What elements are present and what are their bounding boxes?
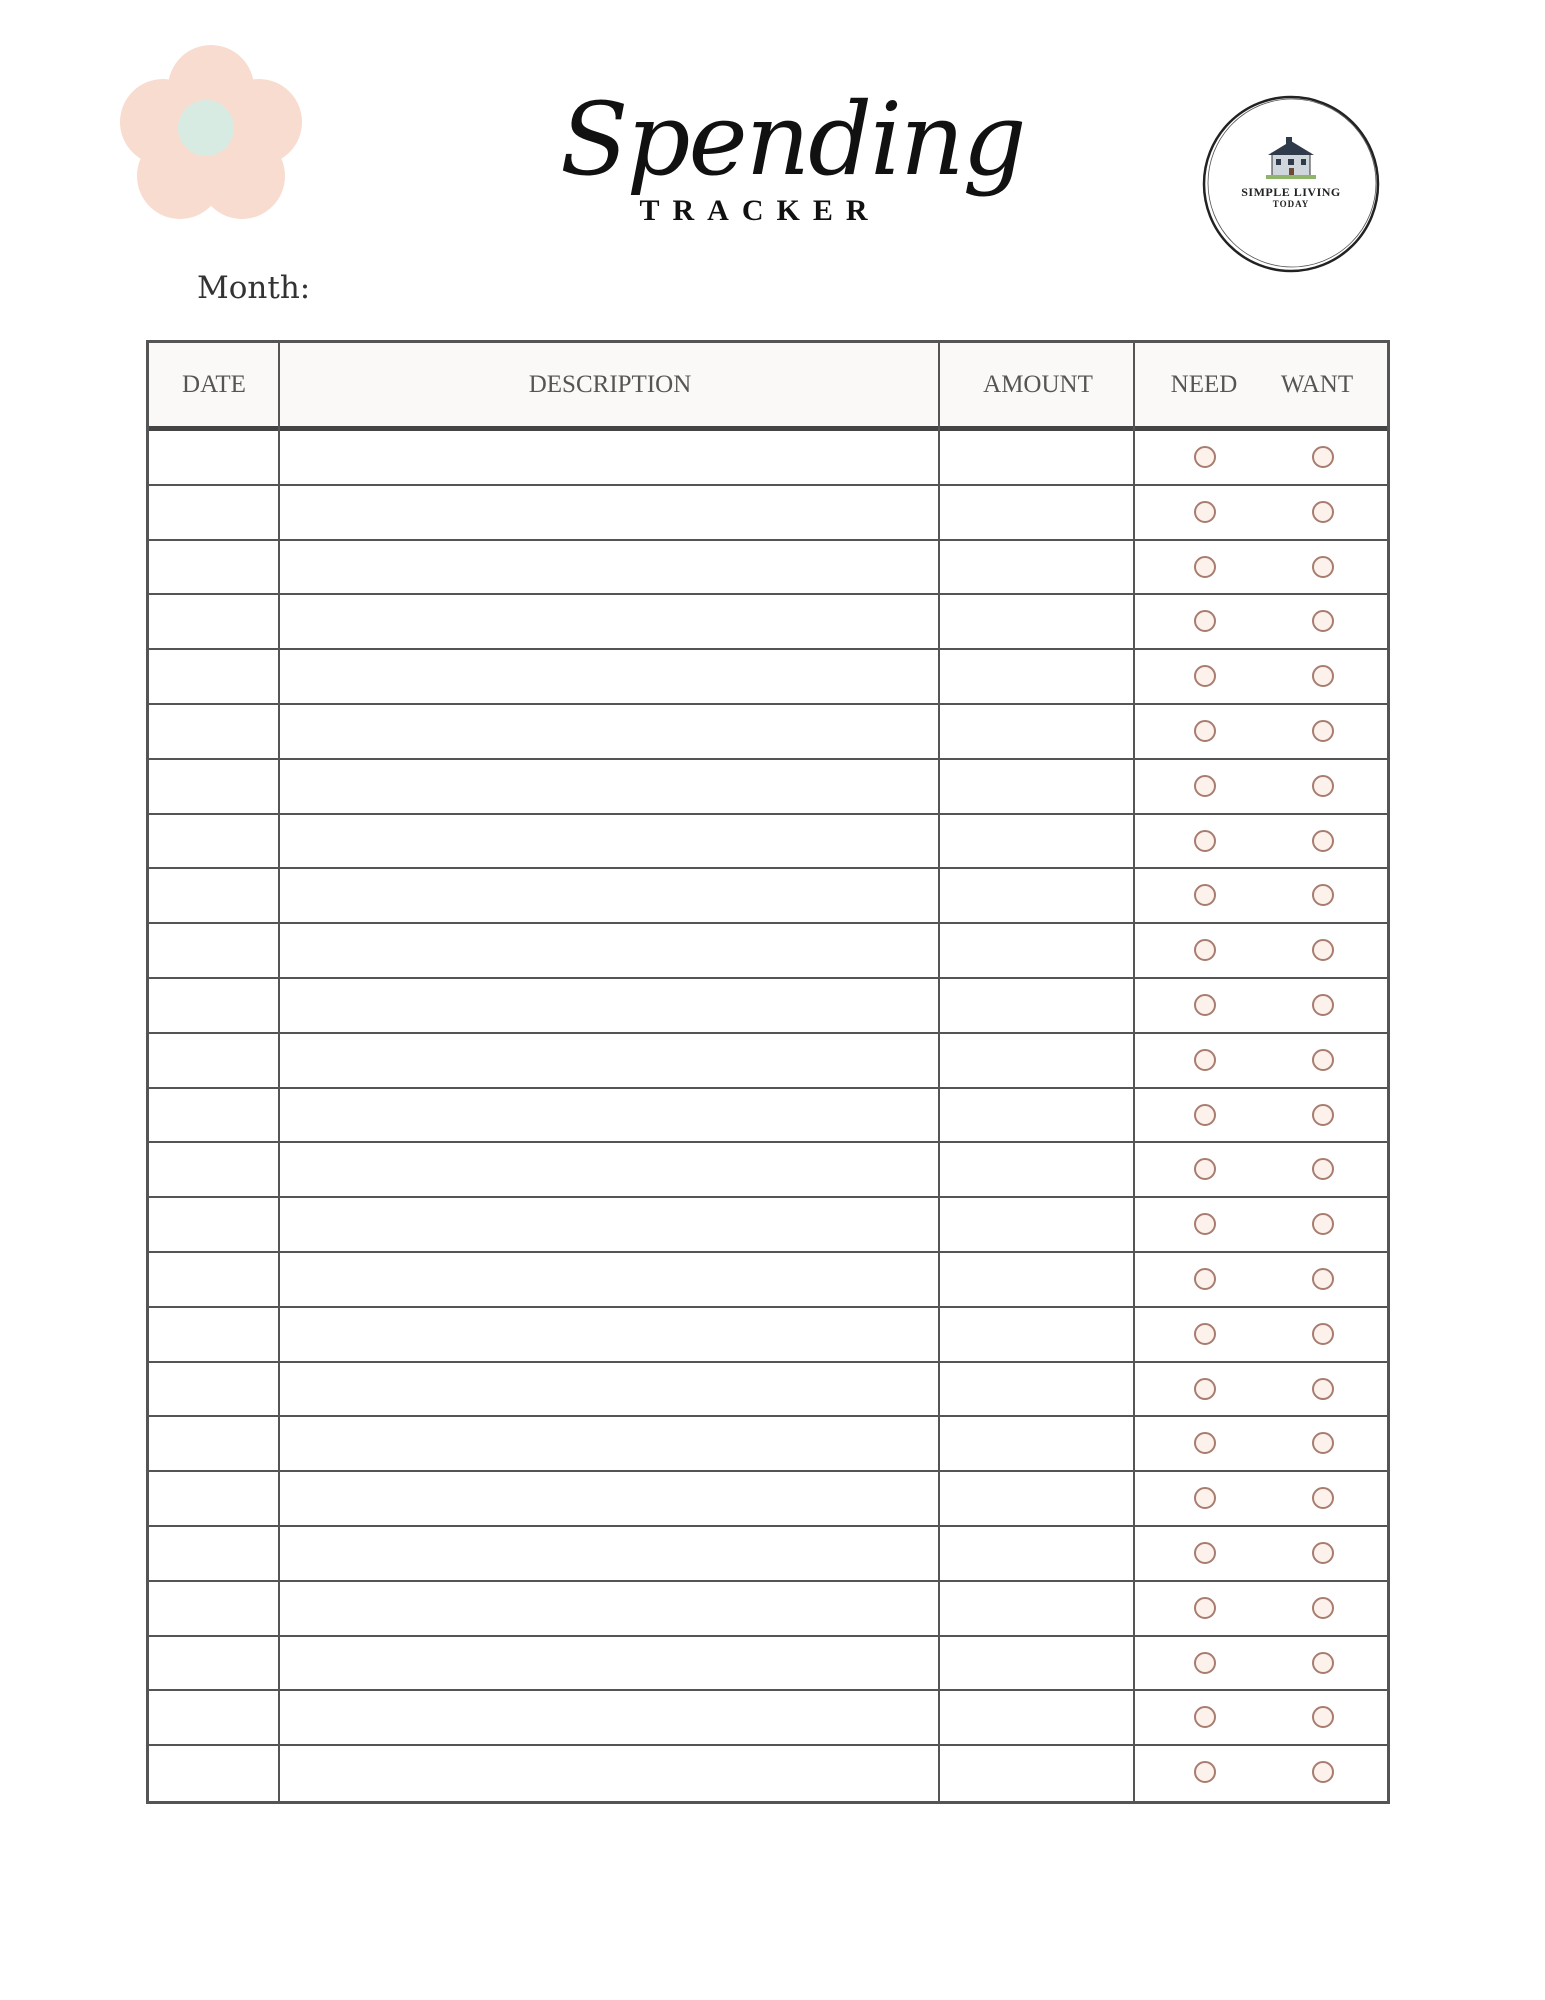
table-row <box>149 1143 1387 1198</box>
table-row <box>149 1472 1387 1527</box>
amount-cell[interactable] <box>940 869 1133 922</box>
table-row <box>149 1198 1387 1253</box>
want-radio[interactable] <box>1312 1761 1334 1783</box>
want-radio[interactable] <box>1312 1158 1334 1180</box>
header-want: WANT <box>1280 371 1354 398</box>
amount-cell[interactable] <box>940 760 1133 813</box>
date-cell[interactable] <box>149 869 278 922</box>
date-cell[interactable] <box>149 1253 278 1306</box>
description-cell[interactable] <box>280 1308 938 1361</box>
description-cell[interactable] <box>280 486 938 539</box>
description-cell[interactable] <box>280 924 938 977</box>
table-row <box>149 760 1387 815</box>
table-row <box>149 1034 1387 1089</box>
amount-cell[interactable] <box>940 431 1133 484</box>
title-block <box>560 81 1025 230</box>
logo-ring-icon <box>1200 93 1382 275</box>
want-radio[interactable] <box>1312 884 1334 906</box>
amount-cell[interactable] <box>940 924 1133 977</box>
amount-cell[interactable] <box>940 1582 1133 1635</box>
amount-cell[interactable] <box>940 979 1133 1032</box>
description-cell[interactable] <box>280 1198 938 1251</box>
need-radio[interactable] <box>1194 1706 1216 1728</box>
need-radio[interactable] <box>1194 884 1216 906</box>
table-row <box>149 1363 1387 1418</box>
table-body <box>149 431 1387 1801</box>
need-radio[interactable] <box>1194 720 1216 742</box>
want-radio[interactable] <box>1312 1706 1334 1728</box>
date-cell[interactable] <box>149 595 278 648</box>
title-script: Spending <box>560 81 1025 198</box>
amount-cell[interactable] <box>940 650 1133 703</box>
table-row <box>149 1637 1387 1692</box>
description-cell[interactable] <box>280 1034 938 1087</box>
table-row <box>149 1746 1387 1801</box>
table-row <box>149 1089 1387 1144</box>
need-radio[interactable] <box>1194 830 1216 852</box>
date-cell[interactable] <box>149 1363 278 1416</box>
description-cell[interactable] <box>280 431 938 484</box>
date-cell[interactable] <box>149 760 278 813</box>
date-cell[interactable] <box>149 1308 278 1361</box>
amount-cell[interactable] <box>940 1143 1133 1196</box>
need-radio[interactable] <box>1194 501 1216 523</box>
header-description: DESCRIPTION <box>528 371 692 398</box>
date-cell[interactable] <box>149 486 278 539</box>
table-row <box>149 595 1387 650</box>
need-radio[interactable] <box>1194 1542 1216 1564</box>
need-radio[interactable] <box>1194 1761 1216 1783</box>
description-cell[interactable] <box>280 760 938 813</box>
description-cell[interactable] <box>280 1143 938 1196</box>
table-row <box>149 1691 1387 1746</box>
description-cell[interactable] <box>280 1417 938 1470</box>
need-radio[interactable] <box>1194 610 1216 632</box>
want-radio[interactable] <box>1312 1652 1334 1674</box>
header-date: DATE <box>182 371 246 398</box>
header-need: NEED <box>1170 371 1238 398</box>
date-cell[interactable] <box>149 1034 278 1087</box>
date-cell[interactable] <box>149 979 278 1032</box>
want-radio[interactable] <box>1312 1378 1334 1400</box>
amount-cell[interactable] <box>940 1308 1133 1361</box>
need-radio[interactable] <box>1194 1487 1216 1509</box>
amount-cell[interactable] <box>940 541 1133 594</box>
want-radio[interactable] <box>1312 1597 1334 1619</box>
want-radio[interactable] <box>1312 446 1334 468</box>
want-radio[interactable] <box>1312 665 1334 687</box>
header-amount: AMOUNT <box>983 371 1093 398</box>
description-cell[interactable] <box>280 541 938 594</box>
table-row <box>149 869 1387 924</box>
description-cell[interactable] <box>280 869 938 922</box>
description-cell[interactable] <box>280 1637 938 1690</box>
date-cell[interactable] <box>149 1417 278 1470</box>
want-radio[interactable] <box>1312 939 1334 961</box>
date-cell[interactable] <box>149 1691 278 1744</box>
need-radio[interactable] <box>1194 775 1216 797</box>
amount-cell[interactable] <box>940 1089 1133 1142</box>
house-icon <box>1266 137 1316 179</box>
date-cell[interactable] <box>149 1143 278 1196</box>
need-radio[interactable] <box>1194 1432 1216 1454</box>
need-radio[interactable] <box>1194 1104 1216 1126</box>
amount-cell[interactable] <box>940 1637 1133 1690</box>
table-row <box>149 431 1387 486</box>
date-cell[interactable] <box>149 431 278 484</box>
date-cell[interactable] <box>149 650 278 703</box>
table-row <box>149 1582 1387 1637</box>
table-row <box>149 486 1387 541</box>
amount-cell[interactable] <box>940 1746 1133 1801</box>
table-row <box>149 1417 1387 1472</box>
description-cell[interactable] <box>280 1746 938 1801</box>
need-radio[interactable] <box>1194 665 1216 687</box>
want-radio[interactable] <box>1312 1268 1334 1290</box>
date-cell[interactable] <box>149 705 278 758</box>
need-radio[interactable] <box>1194 939 1216 961</box>
amount-cell[interactable] <box>940 815 1133 868</box>
logo-text-line1: SIMPLE LIVING <box>1241 185 1341 199</box>
date-cell[interactable] <box>149 924 278 977</box>
need-radio[interactable] <box>1194 446 1216 468</box>
want-radio[interactable] <box>1312 994 1334 1016</box>
date-cell[interactable] <box>149 1746 278 1801</box>
date-cell[interactable] <box>149 1582 278 1635</box>
date-cell[interactable] <box>149 1198 278 1251</box>
want-radio[interactable] <box>1312 1049 1334 1071</box>
need-radio[interactable] <box>1194 556 1216 578</box>
want-radio[interactable] <box>1312 610 1334 632</box>
description-cell[interactable] <box>280 1363 938 1416</box>
need-radio[interactable] <box>1194 1213 1216 1235</box>
flower-icon <box>118 44 304 220</box>
amount-cell[interactable] <box>940 1363 1133 1416</box>
amount-cell[interactable] <box>940 595 1133 648</box>
need-radio[interactable] <box>1194 1378 1216 1400</box>
need-radio[interactable] <box>1194 1652 1216 1674</box>
want-radio[interactable] <box>1312 1432 1334 1454</box>
want-radio[interactable] <box>1312 556 1334 578</box>
description-cell[interactable] <box>280 1691 938 1744</box>
description-cell[interactable] <box>280 1582 938 1635</box>
amount-cell[interactable] <box>940 1472 1133 1525</box>
want-radio[interactable] <box>1312 830 1334 852</box>
logo <box>1200 93 1382 275</box>
table-row <box>149 1527 1387 1582</box>
amount-cell[interactable] <box>940 1034 1133 1087</box>
description-cell[interactable] <box>280 650 938 703</box>
table-row <box>149 1308 1387 1363</box>
amount-cell[interactable] <box>940 1198 1133 1251</box>
spending-table <box>146 340 1390 1804</box>
amount-cell[interactable] <box>940 1527 1133 1580</box>
description-cell[interactable] <box>280 1527 938 1580</box>
amount-cell[interactable] <box>940 1417 1133 1470</box>
table-row <box>149 650 1387 705</box>
title-subtitle: TRACKER <box>639 194 881 227</box>
date-cell[interactable] <box>149 1527 278 1580</box>
amount-cell[interactable] <box>940 1253 1133 1306</box>
table-row <box>149 924 1387 979</box>
amount-cell[interactable] <box>940 486 1133 539</box>
want-radio[interactable] <box>1312 1104 1334 1126</box>
need-radio[interactable] <box>1194 1597 1216 1619</box>
need-radio[interactable] <box>1194 1323 1216 1345</box>
table-row <box>149 1253 1387 1308</box>
description-cell[interactable] <box>280 1472 938 1525</box>
description-cell[interactable] <box>280 815 938 868</box>
want-radio[interactable] <box>1312 1542 1334 1564</box>
want-radio[interactable] <box>1312 775 1334 797</box>
want-radio[interactable] <box>1312 501 1334 523</box>
table-row <box>149 979 1387 1034</box>
date-cell[interactable] <box>149 1637 278 1690</box>
month-label: Month: <box>197 270 311 306</box>
date-cell[interactable] <box>149 1472 278 1525</box>
description-cell[interactable] <box>280 1253 938 1306</box>
table-row <box>149 541 1387 596</box>
table-row <box>149 705 1387 760</box>
need-radio[interactable] <box>1194 1268 1216 1290</box>
need-radio[interactable] <box>1194 1049 1216 1071</box>
amount-cell[interactable] <box>940 1691 1133 1744</box>
amount-cell[interactable] <box>940 705 1133 758</box>
need-radio[interactable] <box>1194 994 1216 1016</box>
description-cell[interactable] <box>280 705 938 758</box>
want-radio[interactable] <box>1312 720 1334 742</box>
need-radio[interactable] <box>1194 1158 1216 1180</box>
date-cell[interactable] <box>149 1089 278 1142</box>
logo-text-line2: TODAY <box>1272 199 1310 209</box>
want-radio[interactable] <box>1312 1213 1334 1235</box>
want-radio[interactable] <box>1312 1487 1334 1509</box>
date-cell[interactable] <box>149 541 278 594</box>
want-radio[interactable] <box>1312 1323 1334 1345</box>
description-cell[interactable] <box>280 595 938 648</box>
table-header <box>149 343 1387 431</box>
description-cell[interactable] <box>280 979 938 1032</box>
table-row <box>149 815 1387 870</box>
date-cell[interactable] <box>149 815 278 868</box>
description-cell[interactable] <box>280 1089 938 1142</box>
